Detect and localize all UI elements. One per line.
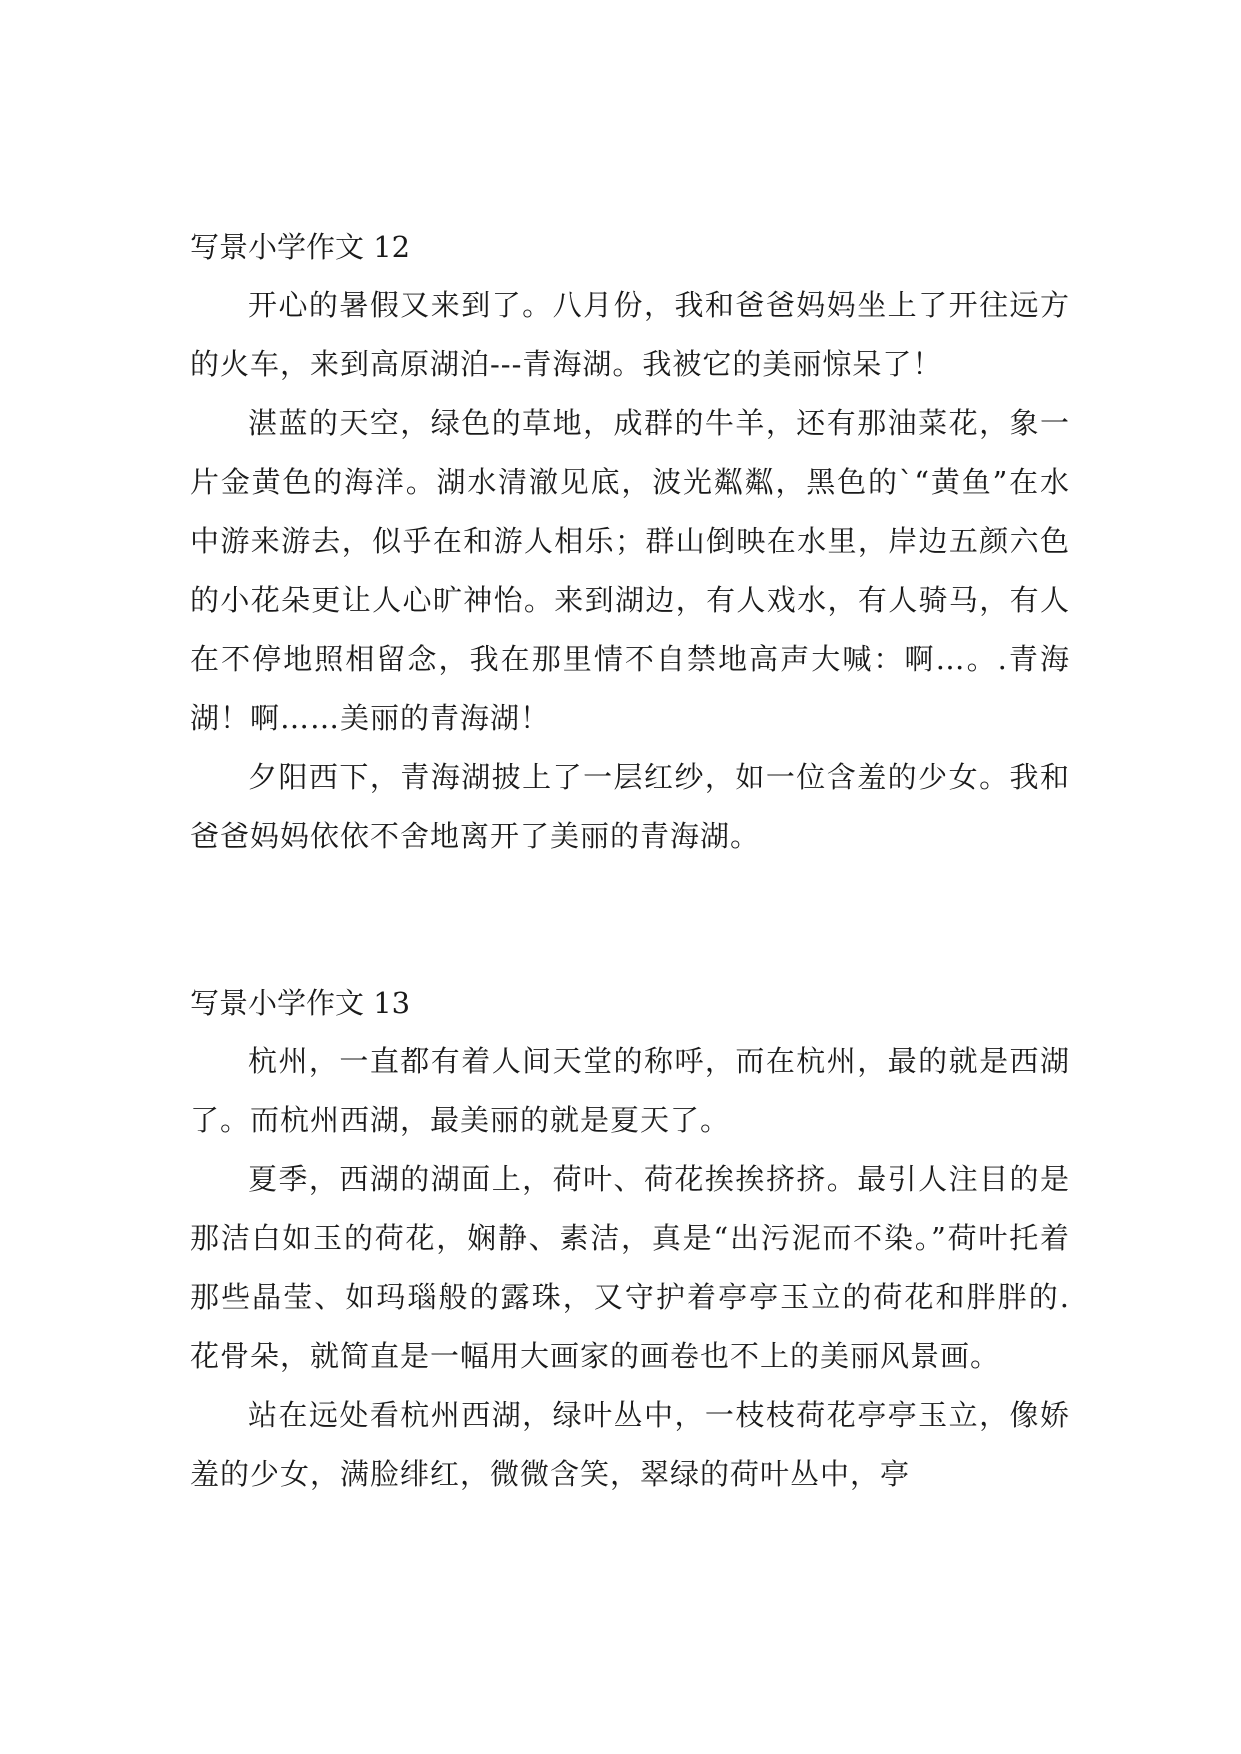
essay-paragraph: 夕阳西下，青海湖披上了一层红纱，如一位含羞的少女。我和爸爸妈妈依依不舍地离开了美丽的青海湖。 (190, 760, 1070, 853)
essay-paragraph: 杭州，一直都有着人间天堂的称呼，而在杭州，最的就是西湖了。而杭州西湖，最美丽的就是夏天了。 (190, 1044, 1070, 1137)
essay-title: 写景小学作文 13 (190, 986, 411, 1020)
essay-paragraph: 夏季，西湖的湖面上，荷叶、荷花挨挨挤挤。最引人注目的是那洁白如玉的荷花，娴静、素洁，真是“出污泥而不染。”荷叶托着那些晶莹、如玛瑙般的露珠，又守护着亭亭玉立的荷花和胖胖的.花骨朵，就简直是一幅用大画家的画卷也不上的美丽风景画。 (190, 1162, 1070, 1373)
essay-paragraph: 开心的暑假又来到了。八月份，我和爸爸妈妈坐上了开往远方的火车，来到高原湖泊---青海湖。我被它的美丽惊呆了！ (190, 288, 1070, 381)
essay-paragraph: 站在远处看杭州西湖，绿叶丛中，一枝枝荷花亭亭玉立，像娇羞的少女，满脸绯红，微微含笑，翠绿的荷叶丛中，亭 (190, 1398, 1070, 1491)
essay-section-13 (190, 974, 1070, 1504)
essay-title: 写景小学作文 12 (190, 230, 411, 264)
essay-section-12 (190, 218, 1070, 866)
essay-paragraph: 湛蓝的天空，绿色的草地，成群的牛羊，还有那油菜花，象一片金黄色的海洋。湖水清澈见底，波光粼粼，黑色的`“黄鱼”在水中游来游去，似乎在和游人相乐；群山倒映在水里，岸边五颜六色的小花朵更让人心旷神怡。来到湖边，有人戏水，有人骑马，有人在不停地照相留念，我在那里情不自禁地高声大喊：啊…。.青海湖！啊……美丽的青海湖！ (190, 406, 1070, 735)
